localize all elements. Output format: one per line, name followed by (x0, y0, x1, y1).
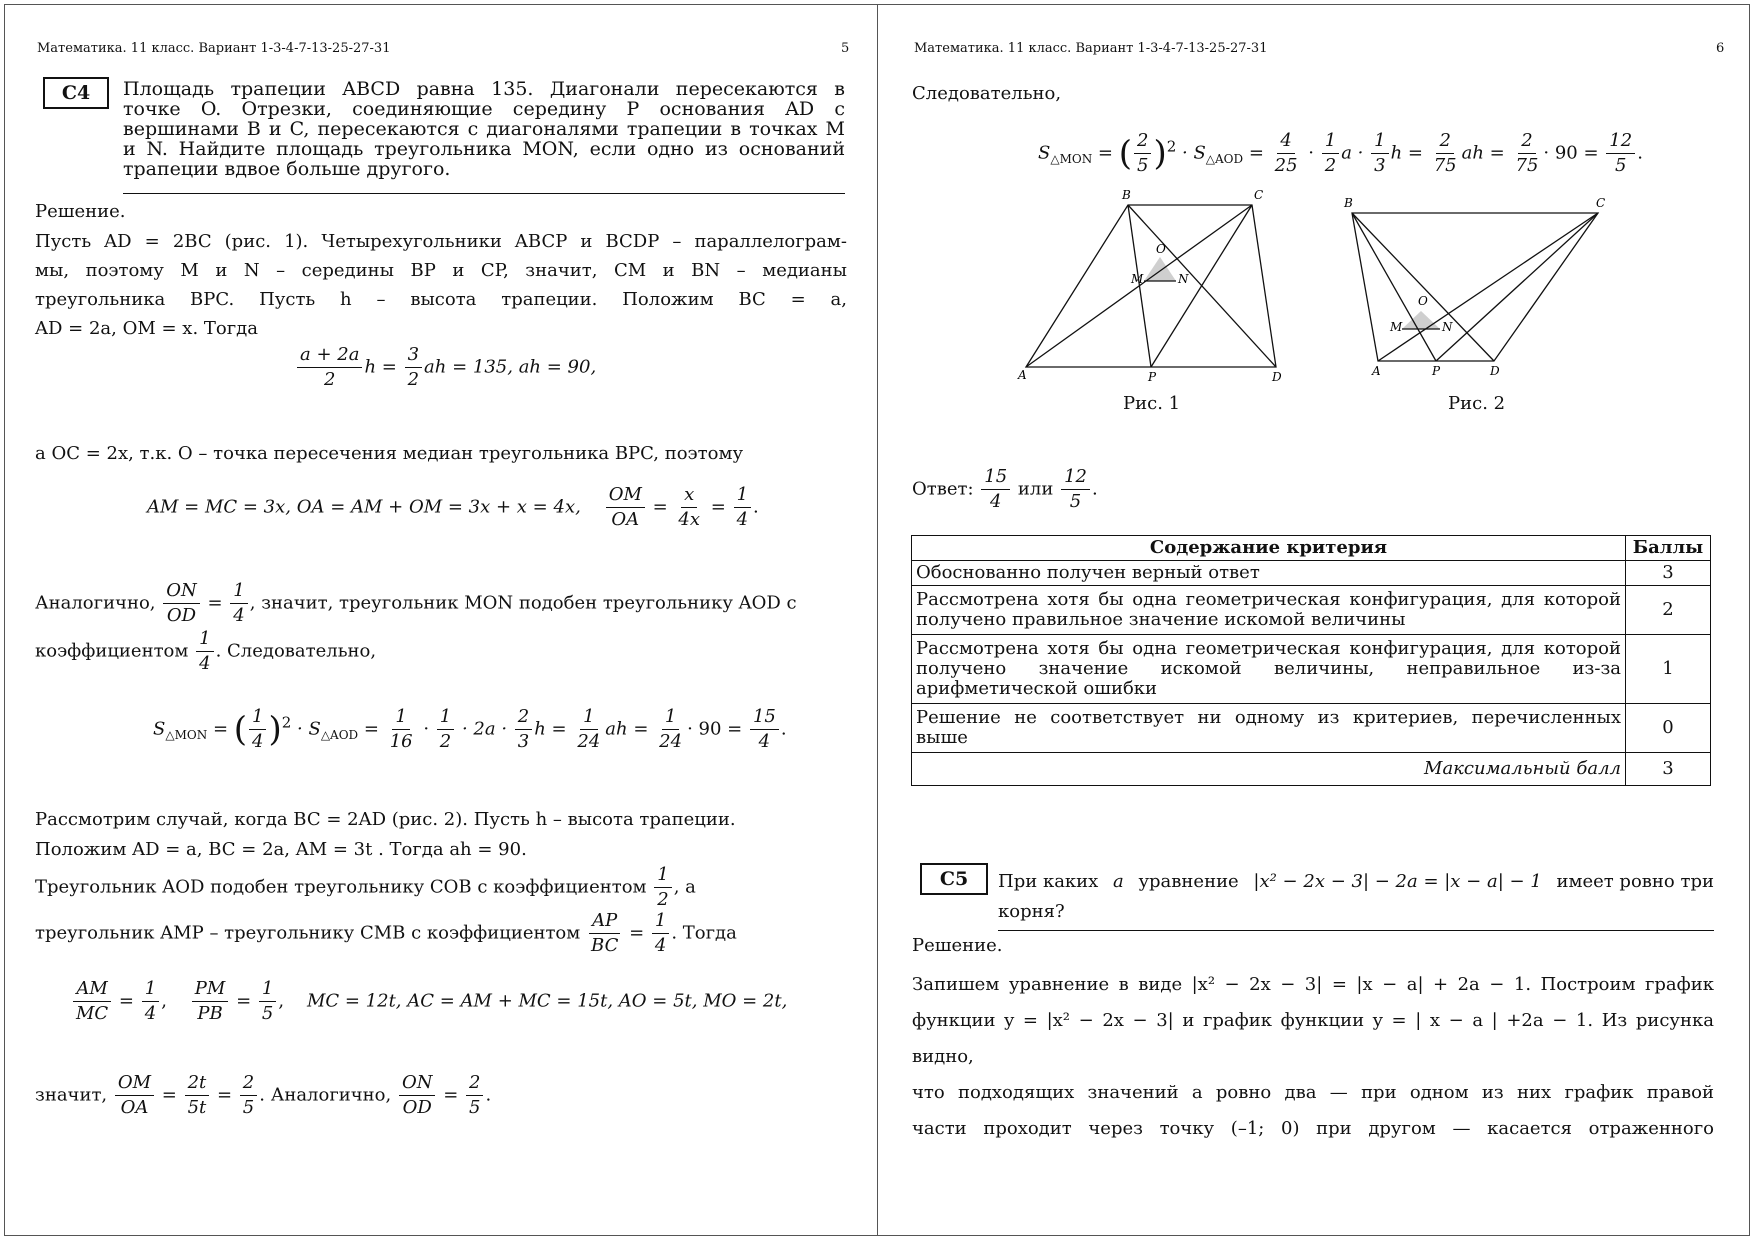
final-line: значит, $\frac{OM}{OA}$ = $\frac{2t}{5t}$ = $\frac{2}{5}$ . Аналогично, $\frac{ON}{OD}$ = $\frac{2}{5}$ . (35, 1072, 492, 1118)
label-n: N (1442, 320, 1453, 334)
label-a: A (1018, 368, 1027, 382)
page-number: 6 (1716, 41, 1725, 56)
equation-area-mon: $S_{\triangle MON}$ = ( $\frac{1}{4}$ )$^2 \cdot S_{\triangle AOD}$ = $\frac{1}{16}$ · $\frac{1}{2}$ · 2a · $\frac{2}{3}$ h = $\frac{1}{24}$ ah = $\frac{1}{24}$ · 90 = $\frac{15}{4}$ . (153, 706, 787, 752)
text-line: Запишем уравнение в виде |x² − 2x − 3| = |x − a| + 2a − 1. Построим график (912, 974, 1714, 995)
label-c: C (1254, 188, 1264, 202)
task-label-c4: C4 (43, 77, 109, 109)
criterion-points: 0 (1626, 704, 1711, 753)
page-header: Математика. 11 класс. Вариант 1-3-4-7-13-25-27-31 (914, 41, 1268, 56)
c5-solution-paragraph (912, 967, 1714, 1147)
text-line: AD = 2a, OM = x. Тогда (35, 318, 258, 339)
equation-area-mon-2: $S_{\triangle MON}$ = ( $\frac{2}{5}$ )$^2 \cdot S_{\triangle AOD}$ = $\frac{4}{25}$ · $\frac{1}{2}$ a · $\frac{1}{3}$ h = $\frac{2}{75}$ ah = $\frac{2}{75}$ · 90 = $\frac{12}{5}$ . (1038, 130, 1643, 176)
c5-divider (998, 930, 1714, 931)
equation-medians: AM = MC = 3x, OA = AM + OM = 3x + x = 4x, $\frac{OM}{OA}$ = $\frac{x}{4x}$ = $\frac{1}{4}$ . (147, 484, 759, 530)
solution-label: Решение. (35, 201, 126, 222)
label-p: P (1432, 364, 1441, 378)
text-line: Рассмотрим случай, когда BC = 2AD (рис. 2). Пусть h – высота трапеции. (35, 809, 736, 830)
text-line: Положим AD = a, BC = 2a, AM = 3t . Тогда ah = 90. (35, 839, 527, 860)
text-line: части проходит через точку (–1; 0) при другом — касается отраженного (912, 1118, 1714, 1139)
table-header-row (912, 536, 1711, 561)
criterion-points: 1 (1626, 635, 1711, 704)
table-row (912, 704, 1711, 753)
figure-2-trapezoid (1338, 193, 1608, 379)
figure-2-caption: Рис. 2 (1448, 393, 1506, 414)
label-d: D (1490, 364, 1500, 378)
task-label-c5: C5 (920, 863, 988, 895)
label-a: A (1372, 364, 1381, 378)
label-m: M (1390, 320, 1403, 334)
problem-line: трапеции вдвое больше другого. (123, 158, 451, 180)
amp-line: треугольник AMP – треугольнику CMB с коэффициентом $\frac{AP}{BC}$ = $\frac{1}{4}$ . Тогда (35, 910, 737, 956)
figure-1-trapezoid (1018, 187, 1282, 384)
equation-ratios: $\frac{AM}{MC}$ = $\frac{1}{4}$ , $\frac{PM}{PB}$ = $\frac{1}{5}$ , MC = 12t, AC = AM + MC = 15t, AO = 5t, MO = 2t, (71, 977, 787, 1026)
label-m: M (1131, 272, 1144, 286)
page-number: 5 (841, 41, 850, 56)
problem-line: и N. Найдите площадь треугольника MON, если одно из оснований (123, 138, 845, 160)
label-o: O (1418, 294, 1428, 308)
label-p: P (1148, 370, 1157, 384)
left-page (4, 4, 878, 1236)
max-label: Максимальный балл (912, 753, 1626, 786)
criterion-text: Решение не соответствует ни одному из критериев, перечисленных выше (912, 704, 1626, 753)
label-n: N (1178, 272, 1189, 286)
problem-line: точке O. Отрезки, соединяющие середину P основания AD с (123, 98, 845, 120)
criterion-points: 3 (1626, 561, 1711, 586)
text-line: функции y = |x² − 2x − 3| и график функции y = | x − a | +2a − 1. Из рисунка видно, (912, 1010, 1714, 1067)
solution-label: Решение. (912, 935, 1003, 956)
max-points: 3 (1626, 753, 1711, 786)
problem-statement (123, 79, 845, 179)
criterion-text: Обоснованно получен верный ответ (912, 561, 1626, 586)
c5-problem: При каких a уравнение |x² − 2x − 3| − 2a = |x − a| − 1 имеет ровно три корня? (998, 871, 1714, 922)
criterion-points: 2 (1626, 586, 1711, 635)
table-row (912, 561, 1711, 586)
label-b: B (1344, 196, 1353, 210)
header-points: Баллы (1626, 536, 1711, 561)
case2-paragraph (35, 805, 736, 865)
table-row-max (912, 753, 1711, 786)
label-d: D (1272, 370, 1282, 384)
problem-divider (123, 193, 845, 194)
criterion-text: Рассмотрена хотя бы одна геометрическая конфигурация, для которой получено правильное значение искомой величины (912, 586, 1626, 635)
label-c: C (1596, 196, 1606, 210)
aod-line: Треугольник AOD подобен треугольнику COB с коэффициентом $\frac{1}{2}$ , а (35, 864, 696, 910)
page-header: Математика. 11 класс. Вариант 1-3-4-7-13-25-27-31 (37, 41, 391, 56)
equation-area: $\frac{a + 2a}{2}$ h = $\frac{3}{2}$ ah = 135, ah = 90, (295, 343, 596, 392)
analog-line: Аналогично, $\frac{ON}{OD}$ = $\frac{1}{4}$ , значит, треугольник MON подобен треугольнику AOD с (35, 580, 797, 626)
table-row (912, 586, 1711, 635)
text-line: треугольника BPC. Пусть h – высота трапеции. Положим BC = a, (35, 289, 847, 310)
problem-line: вершинами B и C, пересекаются с диагоналями трапеции в точках M (123, 118, 845, 140)
answer-line: Ответ: $\frac{15}{4}$ или $\frac{12}{5}$ . (912, 466, 1098, 512)
label-o: O (1156, 242, 1166, 256)
problem-line: Площадь трапеции ABCD равна 135. Диагонали пересекаются в (123, 78, 845, 100)
label-b: B (1122, 188, 1131, 202)
solution-paragraph-1 (35, 227, 847, 343)
coef-line: коэффициентом $\frac{1}{4}$ . Следовательно, (35, 628, 377, 674)
criterion-text: Рассмотрена хотя бы одна геометрическая конфигурация, для которой получено значение искомой величины, неправильное из-за арифметической ошибки (912, 635, 1626, 704)
right-page (877, 4, 1750, 1236)
text-line: что подходящих значений a ровно два — при одном из них график правой (912, 1082, 1714, 1103)
table-row (912, 635, 1711, 704)
text-line-oc: а OC = 2x, т.к. O – точка пересечения медиан треугольника BPC, поэтому (35, 443, 744, 464)
criteria-table (911, 535, 1711, 786)
text-line: мы, поэтому M и N – середины BP и CP, значит, CM и BN – медианы (35, 260, 847, 281)
header-criterion: Содержание критерия (912, 536, 1626, 561)
figure-1-caption: Рис. 1 (1123, 393, 1181, 414)
therefore-label: Следовательно, (912, 83, 1062, 104)
text-line: Пусть AD = 2BC (рис. 1). Четырехугольники ABCP и BCDP – параллелограм- (35, 231, 847, 252)
